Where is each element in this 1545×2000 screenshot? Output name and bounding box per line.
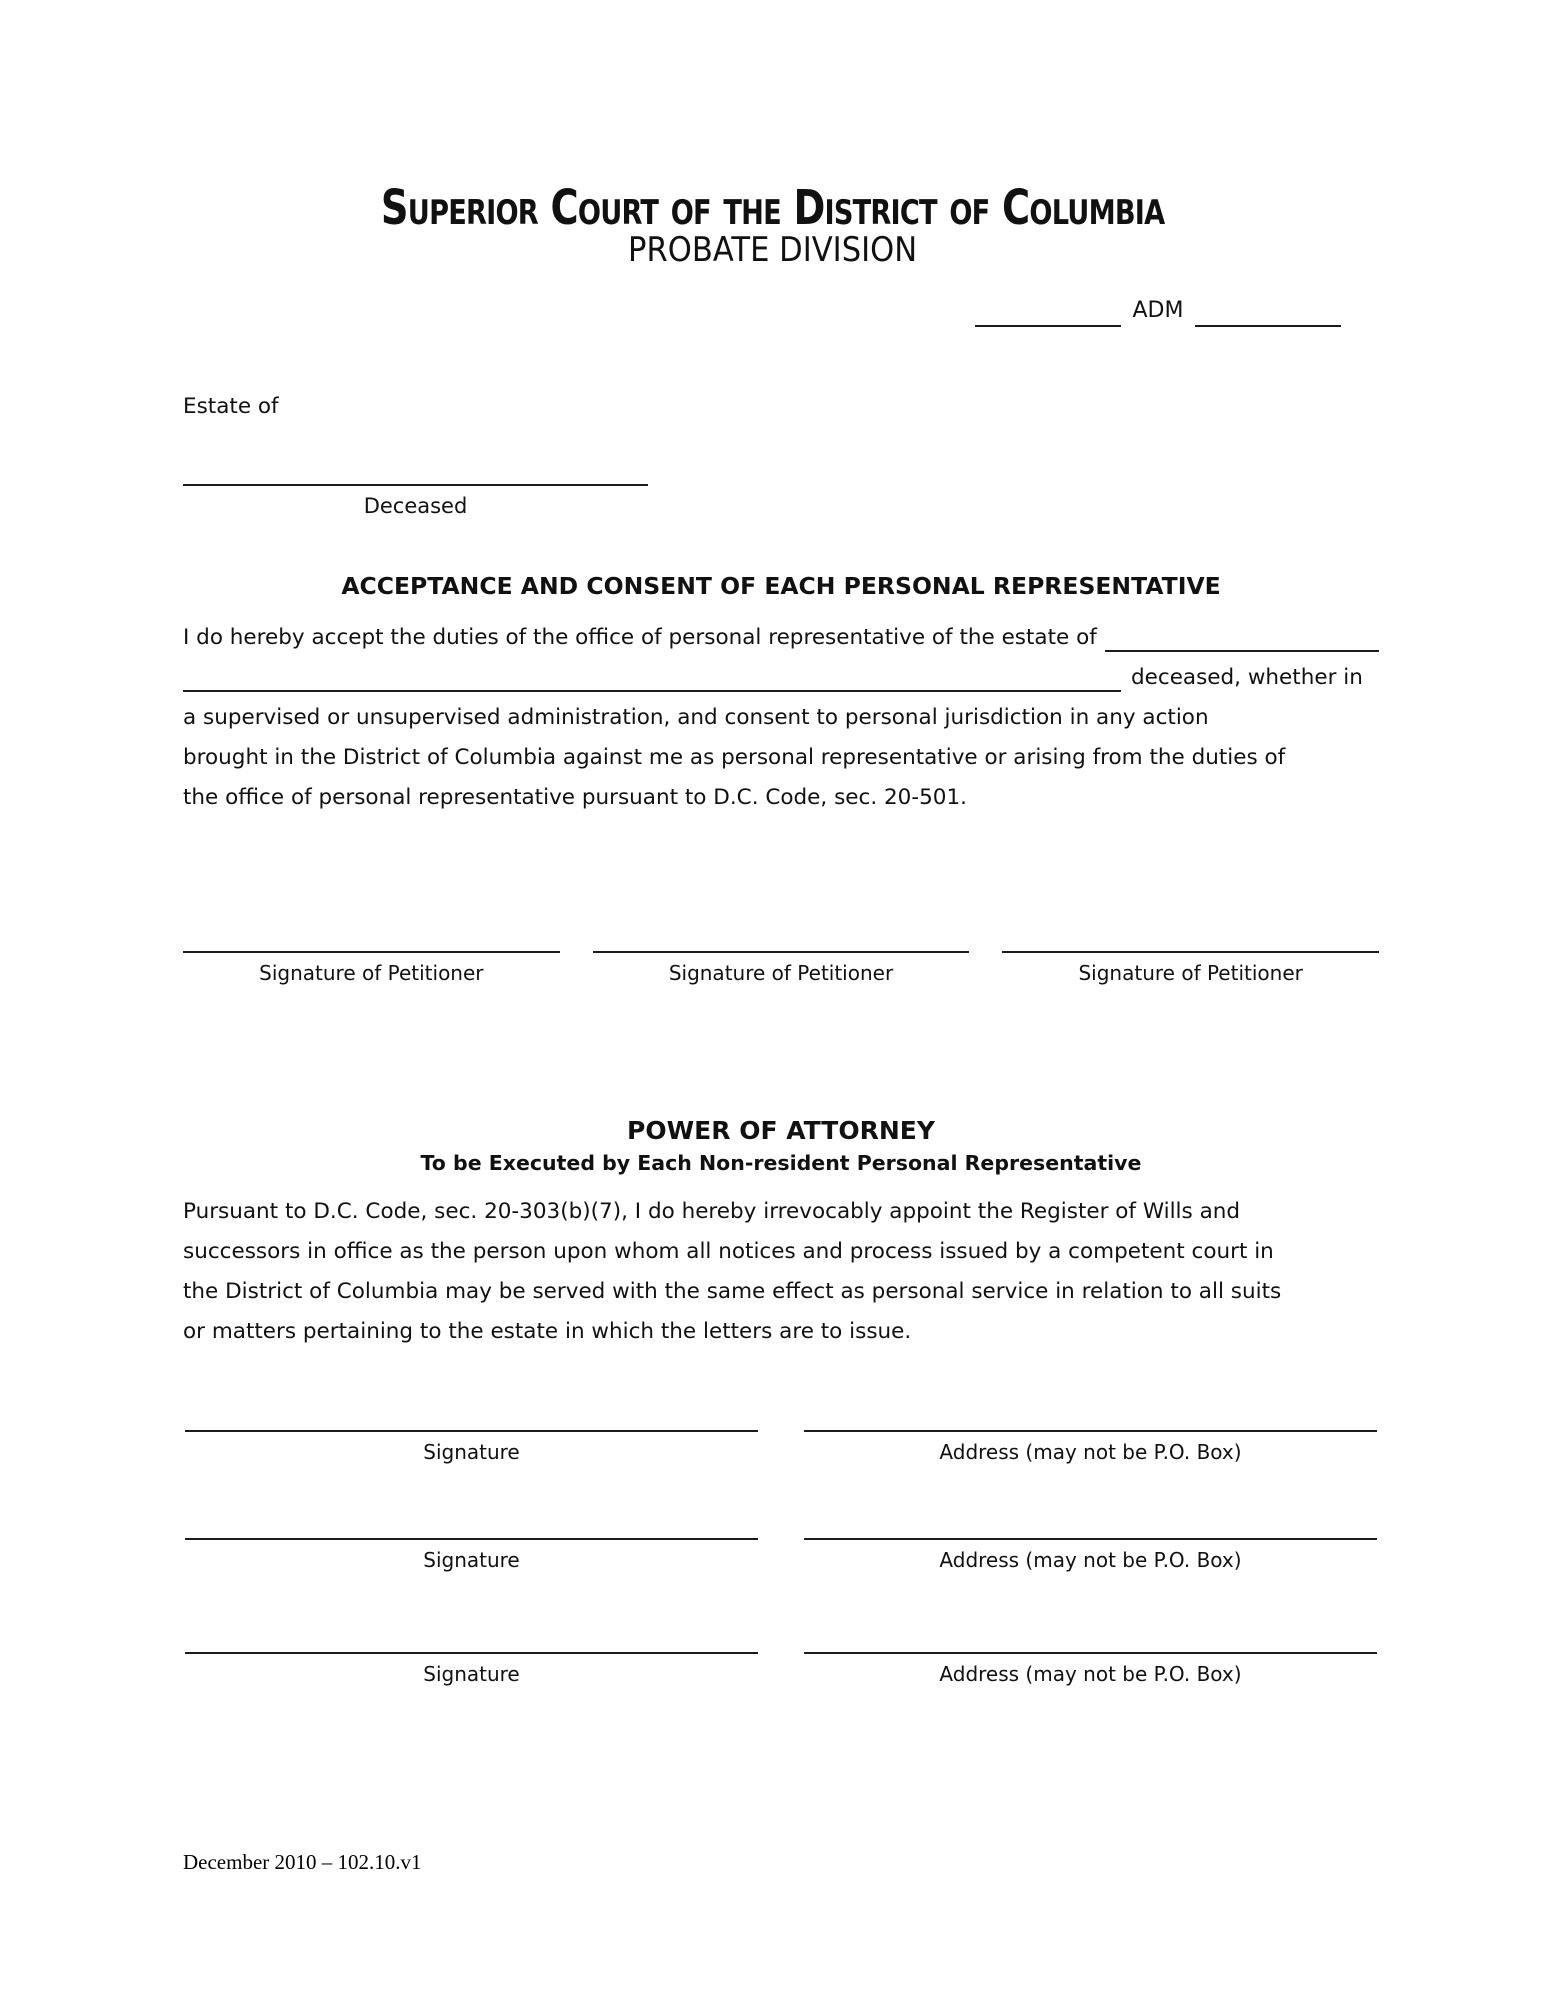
adm-number-blank-left bbox=[975, 297, 1121, 327]
petitioner-signature-line-1 bbox=[183, 920, 560, 953]
poa-address-line-1 bbox=[804, 1400, 1377, 1432]
poa-subheading: To be Executed by Each Non-resident Personal Representative bbox=[420, 1151, 1142, 1175]
estate-name-blank-inline-1 bbox=[1105, 618, 1379, 652]
poa-address-label-3: Address (may not be P.O. Box) bbox=[939, 1662, 1242, 1686]
estate-name-blank-inline-2 bbox=[183, 658, 1121, 692]
petitioner-signature-1 bbox=[183, 920, 560, 985]
acceptance-line-5: the office of personal representative pursuant to D.C. Code, sec. 20-501. bbox=[183, 785, 967, 810]
poa-line-4: or matters pertaining to the estate in which the letters are to issue. bbox=[183, 1319, 912, 1344]
poa-row-1 bbox=[185, 1400, 1377, 1464]
poa-signature-line-3 bbox=[185, 1622, 758, 1654]
petitioner-signature-label-3: Signature of Petitioner bbox=[1078, 961, 1303, 985]
poa-signature-block-1 bbox=[185, 1400, 758, 1464]
division-subtitle bbox=[0, 230, 1545, 270]
poa-address-block-1 bbox=[804, 1400, 1377, 1464]
poa-line-2: successors in office as the person upon whom all notices and process issued by a competent court in bbox=[183, 1239, 1274, 1264]
petitioner-signature-3 bbox=[1002, 920, 1379, 985]
adm-number-blank-right bbox=[1195, 297, 1341, 327]
petitioner-signatures bbox=[183, 920, 1379, 985]
petitioner-signature-line-2 bbox=[593, 920, 970, 953]
poa-address-line-2 bbox=[804, 1508, 1377, 1540]
acceptance-line-1 bbox=[183, 618, 1379, 658]
acceptance-heading: ACCEPTANCE AND CONSENT OF EACH PERSONAL REPRESENTATIVE bbox=[341, 572, 1221, 600]
estate-name-blank bbox=[183, 456, 648, 486]
poa-row-2 bbox=[185, 1508, 1377, 1572]
form-version-footer: December 2010 – 102.10.v1 bbox=[183, 1850, 422, 1874]
acceptance-line-1-text: I do hereby accept the duties of the office of personal representative of the estate of bbox=[183, 625, 1097, 650]
adm-number-row bbox=[975, 297, 1341, 327]
poa-row-3 bbox=[185, 1622, 1377, 1686]
poa-heading: POWER OF ATTORNEY bbox=[627, 1116, 935, 1145]
poa-signature-line-1 bbox=[185, 1400, 758, 1432]
poa-address-line-3 bbox=[804, 1622, 1377, 1654]
acceptance-line-2 bbox=[183, 658, 1379, 698]
poa-address-label-2: Address (may not be P.O. Box) bbox=[939, 1548, 1242, 1572]
court-title bbox=[0, 180, 1545, 236]
poa-address-block-2 bbox=[804, 1508, 1377, 1572]
poa-signature-label-3: Signature bbox=[423, 1662, 520, 1686]
poa-signature-block-3 bbox=[185, 1622, 758, 1686]
petitioner-signature-2 bbox=[593, 920, 970, 985]
poa-signature-label-1: Signature bbox=[423, 1440, 520, 1464]
poa-signature-line-2 bbox=[185, 1508, 758, 1540]
petitioner-signature-label-1: Signature of Petitioner bbox=[259, 961, 484, 985]
court-title-text: Superior Court of the District of Columbia bbox=[380, 180, 1165, 236]
adm-label: ADM bbox=[1132, 298, 1184, 323]
poa-address-label-1: Address (may not be P.O. Box) bbox=[939, 1440, 1242, 1464]
deceased-caption: Deceased bbox=[363, 494, 468, 518]
poa-signature-label-2: Signature bbox=[423, 1548, 520, 1572]
poa-line-1: Pursuant to D.C. Code, sec. 20-303(b)(7), I do hereby irrevocably appoint the Register of Wills and bbox=[183, 1199, 1241, 1224]
poa-line-3: the District of Columbia may be served with the same effect as personal service in relation to all suits bbox=[183, 1279, 1282, 1304]
poa-signature-block-2 bbox=[185, 1508, 758, 1572]
division-subtitle-text: PROBATE DIVISION bbox=[627, 230, 918, 270]
acceptance-line-4: brought in the District of Columbia against me as personal representative or arising from the duties of bbox=[183, 745, 1286, 770]
poa-address-block-3 bbox=[804, 1622, 1377, 1686]
estate-of-label: Estate of bbox=[183, 394, 279, 419]
petitioner-signature-line-3 bbox=[1002, 920, 1379, 953]
acceptance-line-3: a supervised or unsupervised administration, and consent to personal jurisdiction in any action bbox=[183, 705, 1209, 730]
poa-paragraph bbox=[183, 1192, 1379, 1352]
acceptance-paragraph bbox=[183, 618, 1379, 818]
acceptance-line-2-text: deceased, whether in bbox=[1131, 665, 1363, 690]
petitioner-signature-label-2: Signature of Petitioner bbox=[668, 961, 894, 985]
